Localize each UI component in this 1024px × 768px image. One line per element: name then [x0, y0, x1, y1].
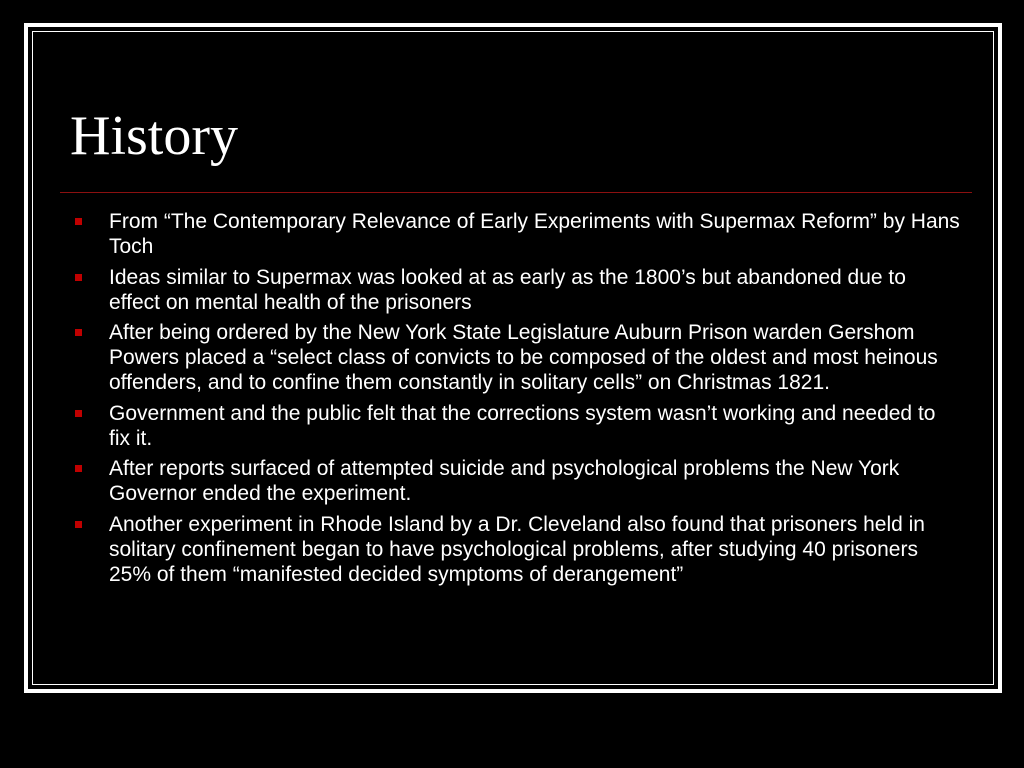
bullet-item: [72, 265, 962, 315]
bullet-text: After being ordered by the New York State Legislature Auburn Prison warden Gershom Powers placed a “select class of convicts to be composed of the oldest and most heinous offenders, and to confine them constantly in solitary cells” on Christmas 1821.: [109, 321, 938, 394]
title-divider: [60, 192, 972, 193]
bullet-item: [72, 320, 962, 395]
red-square-bullet-icon: [75, 329, 82, 336]
bullet-text: Another experiment in Rhode Island by a Dr. Cleveland also found that prisoners held in solitary confinement began to have psychological problems, after studying 40 prisoners 25% of them “manifested decided symptoms of derangement”: [109, 512, 925, 586]
slide-title: History: [70, 105, 238, 167]
bullet-text: Government and the public felt that the corrections system wasn’t working and needed to fix it.: [109, 401, 936, 450]
red-square-bullet-icon: [75, 465, 82, 472]
bullet-text: Ideas similar to Supermax was looked at as early as the 1800’s but abandoned due to effect on mental health of the prisoners: [109, 265, 906, 314]
red-square-bullet-icon: [75, 521, 82, 528]
bullet-text: From “The Contemporary Relevance of Early Experiments with Supermax Reform” by Hans Toch: [109, 210, 960, 258]
red-square-bullet-icon: [75, 410, 82, 417]
red-square-bullet-icon: [75, 274, 82, 281]
bullet-item: [72, 209, 962, 259]
bullet-list: [72, 209, 962, 592]
bullet-item: [72, 512, 962, 587]
red-square-bullet-icon: [75, 218, 82, 225]
bullet-item: [72, 456, 962, 506]
bullet-text: After reports surfaced of attempted suicide and psychological problems the New York Governor ended the experiment.: [109, 457, 900, 505]
bullet-item: [72, 401, 962, 451]
